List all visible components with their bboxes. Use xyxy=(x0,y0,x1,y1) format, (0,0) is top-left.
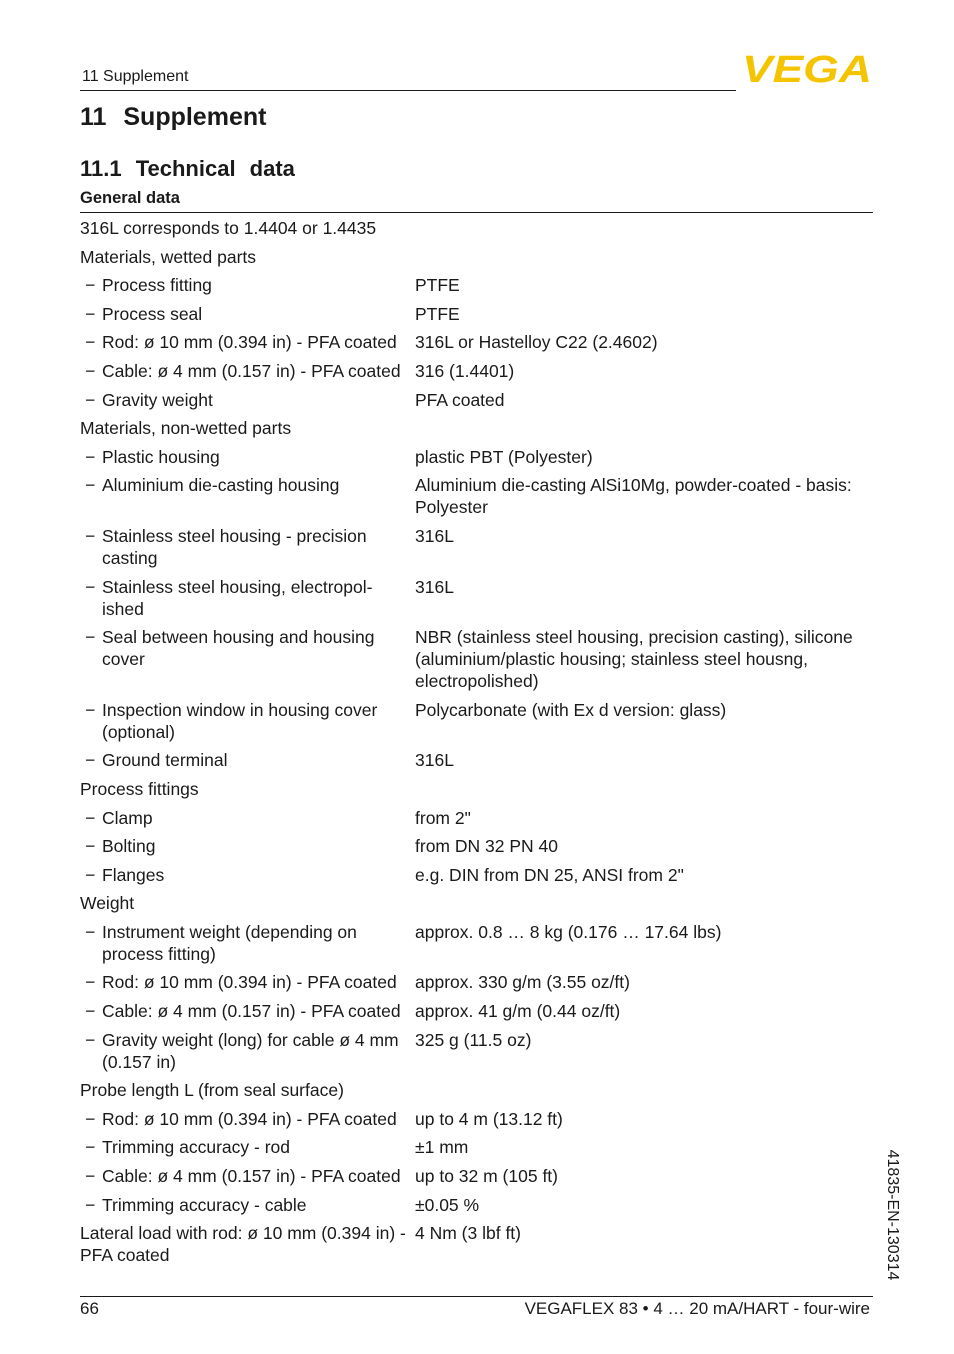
row-label-cell xyxy=(80,626,415,692)
table-row xyxy=(80,271,873,300)
vega-logo xyxy=(742,52,874,84)
row-value: 325 g (11.5 oz) xyxy=(415,1029,532,1050)
document-code-vertical xyxy=(882,1140,902,1290)
table-row xyxy=(80,573,873,624)
list-dash: − xyxy=(85,864,96,885)
row-label: Aluminium die-casting housing xyxy=(102,475,340,496)
list-dash: − xyxy=(85,1001,96,1022)
list-dash: − xyxy=(85,836,96,857)
row-label-cell xyxy=(80,1000,415,1022)
table-row xyxy=(80,968,873,997)
page-number: 66 xyxy=(80,1299,99,1318)
table-row xyxy=(80,861,873,890)
table-row xyxy=(80,918,873,969)
row-value: approx. 0.8 … 8 kg (0.176 … 17.64 lbs) xyxy=(415,921,722,942)
table-heading: General data xyxy=(80,189,180,207)
row-label-cell xyxy=(80,921,415,965)
table-row xyxy=(80,746,873,775)
row-label-cell xyxy=(80,474,415,518)
row-value: ±0.05 % xyxy=(415,1194,480,1215)
row-label: Rod: ø 10 mm (0.394 in) - PFA coated xyxy=(102,332,397,353)
row-label: Bolting xyxy=(102,836,156,857)
row-label-cell xyxy=(80,749,415,771)
row-label-cell xyxy=(80,1136,415,1158)
footer-doc-title: VEGAFLEX 83 • 4 … 20 mA/HART - four-wire xyxy=(524,1299,870,1318)
table-heading-rule xyxy=(80,212,873,213)
list-dash: − xyxy=(85,972,96,993)
table-row xyxy=(80,522,873,573)
row-label-cell xyxy=(80,1194,415,1216)
group-row xyxy=(80,214,873,243)
row-value: 316L or Hastelloy C22 (2.4602) xyxy=(415,332,658,353)
list-dash: − xyxy=(85,807,96,828)
list-dash: − xyxy=(85,750,96,771)
row-label: Cable: ø 4 mm (0.157 in) - PFA coated xyxy=(102,1166,401,1187)
table-row xyxy=(80,357,873,386)
row-value: from 2" xyxy=(415,807,471,828)
list-dash: − xyxy=(85,475,96,496)
list-dash: − xyxy=(85,1108,96,1129)
row-label-cell: Process fittings xyxy=(80,778,199,799)
row-label-cell xyxy=(80,446,415,468)
list-dash: − xyxy=(85,389,96,410)
row-value: e.g. DIN from DN 25, ANSI from 2" xyxy=(415,864,684,885)
group-row xyxy=(80,243,873,272)
row-label: Inspection window in housing cover (optional) xyxy=(102,699,378,742)
group-row xyxy=(80,1076,873,1105)
list-dash: − xyxy=(85,303,96,324)
table-row xyxy=(80,1133,873,1162)
row-label: Stainless steel housing - precision casting xyxy=(102,525,367,568)
technical-data-table xyxy=(80,214,873,1270)
list-dash: − xyxy=(85,1029,96,1050)
row-value: 316L xyxy=(415,750,454,771)
footer-divider xyxy=(80,1296,873,1297)
row-label: Process fitting xyxy=(102,275,212,296)
row-label-cell xyxy=(80,576,415,620)
row-label: Flanges xyxy=(102,864,165,885)
header-divider xyxy=(80,90,736,91)
row-label-cell: Materials, wetted parts xyxy=(80,246,257,267)
row-label-cell xyxy=(80,274,415,296)
row-label-cell xyxy=(80,807,415,829)
row-label: Rod: ø 10 mm (0.394 in) - PFA coated xyxy=(102,1108,397,1129)
group-row xyxy=(80,775,873,804)
list-dash: − xyxy=(85,1137,96,1158)
row-label-cell: Materials, non-wetted parts xyxy=(80,418,292,439)
list-dash: − xyxy=(85,332,96,353)
row-label: Trimming accuracy - rod xyxy=(102,1137,290,1158)
row-label: Plastic housing xyxy=(102,446,220,467)
table-row xyxy=(80,386,873,415)
row-value: from DN 32 PN 40 xyxy=(415,836,558,857)
table-row xyxy=(80,804,873,833)
table-row xyxy=(80,1191,873,1220)
table-row xyxy=(80,696,873,747)
row-value: 4 Nm (3 lbf ft) xyxy=(415,1223,521,1244)
row-label-cell xyxy=(80,1029,415,1073)
row-label-cell xyxy=(80,971,415,993)
row-value: 316 (1.4401) xyxy=(415,360,515,381)
row-value: PFA coated xyxy=(415,389,505,410)
table-row xyxy=(80,471,873,522)
vega-logo-text: VEGA xyxy=(742,52,872,84)
row-value: Aluminium die-casting AlSi10Mg, powder-coated - basis: Polyester xyxy=(415,475,852,518)
list-dash: − xyxy=(85,446,96,467)
chapter-title: 11 Supplement xyxy=(80,103,267,131)
list-dash: − xyxy=(85,1194,96,1215)
table-row xyxy=(80,832,873,861)
table-row xyxy=(80,1219,873,1270)
row-label: Gravity weight (long) for cable ø 4 mm (0.157 in) xyxy=(102,1029,399,1072)
row-label-cell xyxy=(80,389,415,411)
row-label: Cable: ø 4 mm (0.157 in) - PFA coated xyxy=(102,1001,401,1022)
table-row xyxy=(80,443,873,472)
table-row xyxy=(80,1105,873,1134)
table-row xyxy=(80,300,873,329)
row-value: approx. 330 g/m (3.55 oz/ft) xyxy=(415,972,630,993)
row-label: Cable: ø 4 mm (0.157 in) - PFA coated xyxy=(102,360,401,381)
list-dash: − xyxy=(85,699,96,720)
running-header: 11 Supplement xyxy=(82,68,189,85)
row-label-cell xyxy=(80,360,415,382)
list-dash: − xyxy=(85,1166,96,1187)
row-label: Rod: ø 10 mm (0.394 in) - PFA coated xyxy=(102,972,397,993)
row-value: plastic PBT (Polyester) xyxy=(415,446,593,467)
row-value: Polycarbonate (with Ex d version: glass) xyxy=(415,699,727,720)
row-label-cell xyxy=(80,303,415,325)
table-row xyxy=(80,1162,873,1191)
vega-logo-graphic xyxy=(742,52,874,84)
row-label: Process seal xyxy=(102,303,203,324)
row-label-cell: Probe length L (from seal surface) xyxy=(80,1080,344,1101)
table-row xyxy=(80,328,873,357)
row-label-cell xyxy=(80,331,415,353)
list-dash: − xyxy=(85,525,96,546)
row-label: Ground terminal xyxy=(102,750,228,771)
row-label-cell: Lateral load with rod: ø 10 mm (0.394 in) - PFA coated xyxy=(80,1223,406,1266)
list-dash: − xyxy=(85,360,96,381)
table-row xyxy=(80,623,873,696)
row-value: PTFE xyxy=(415,275,460,296)
row-value: ±1 mm xyxy=(415,1137,469,1158)
row-label-cell xyxy=(80,1165,415,1187)
table-row xyxy=(80,1026,873,1077)
row-value: PTFE xyxy=(415,303,460,324)
section-title: 11.1 Technical data xyxy=(80,156,295,181)
row-value: NBR (stainless steel housing, precision casting), silicone (aluminium/plastic housing; stainless steel housng, electropolished) xyxy=(415,627,853,692)
list-dash: − xyxy=(85,275,96,296)
table-row xyxy=(80,997,873,1026)
row-label-cell: 316L corresponds to 1.4404 or 1.4435 xyxy=(80,218,377,238)
row-label: Gravity weight xyxy=(102,389,213,410)
row-label: Instrument weight (depending on process fitting) xyxy=(102,921,357,964)
row-label-cell xyxy=(80,864,415,886)
row-value: 316L xyxy=(415,525,454,546)
row-label: Clamp xyxy=(102,807,153,828)
row-value: 316L xyxy=(415,576,454,597)
list-dash: − xyxy=(85,576,96,597)
row-label-cell: Weight xyxy=(80,893,135,914)
row-label-cell xyxy=(80,525,415,569)
row-label-cell xyxy=(80,835,415,857)
row-label: Stainless steel housing, electropol-ished xyxy=(102,576,373,619)
group-row xyxy=(80,414,873,443)
list-dash: − xyxy=(85,627,96,648)
row-label: Seal between housing and housing cover xyxy=(102,627,375,670)
list-dash: − xyxy=(85,921,96,942)
group-row xyxy=(80,889,873,918)
row-value: approx. 41 g/m (0.44 oz/ft) xyxy=(415,1001,621,1022)
document-code-text: 41835-EN-130314 xyxy=(884,1149,901,1281)
row-label-cell xyxy=(80,1108,415,1130)
row-value: up to 32 m (105 ft) xyxy=(415,1166,558,1187)
row-label: Trimming accuracy - cable xyxy=(102,1194,307,1215)
row-value: up to 4 m (13.12 ft) xyxy=(415,1108,563,1129)
row-label-cell xyxy=(80,699,415,743)
